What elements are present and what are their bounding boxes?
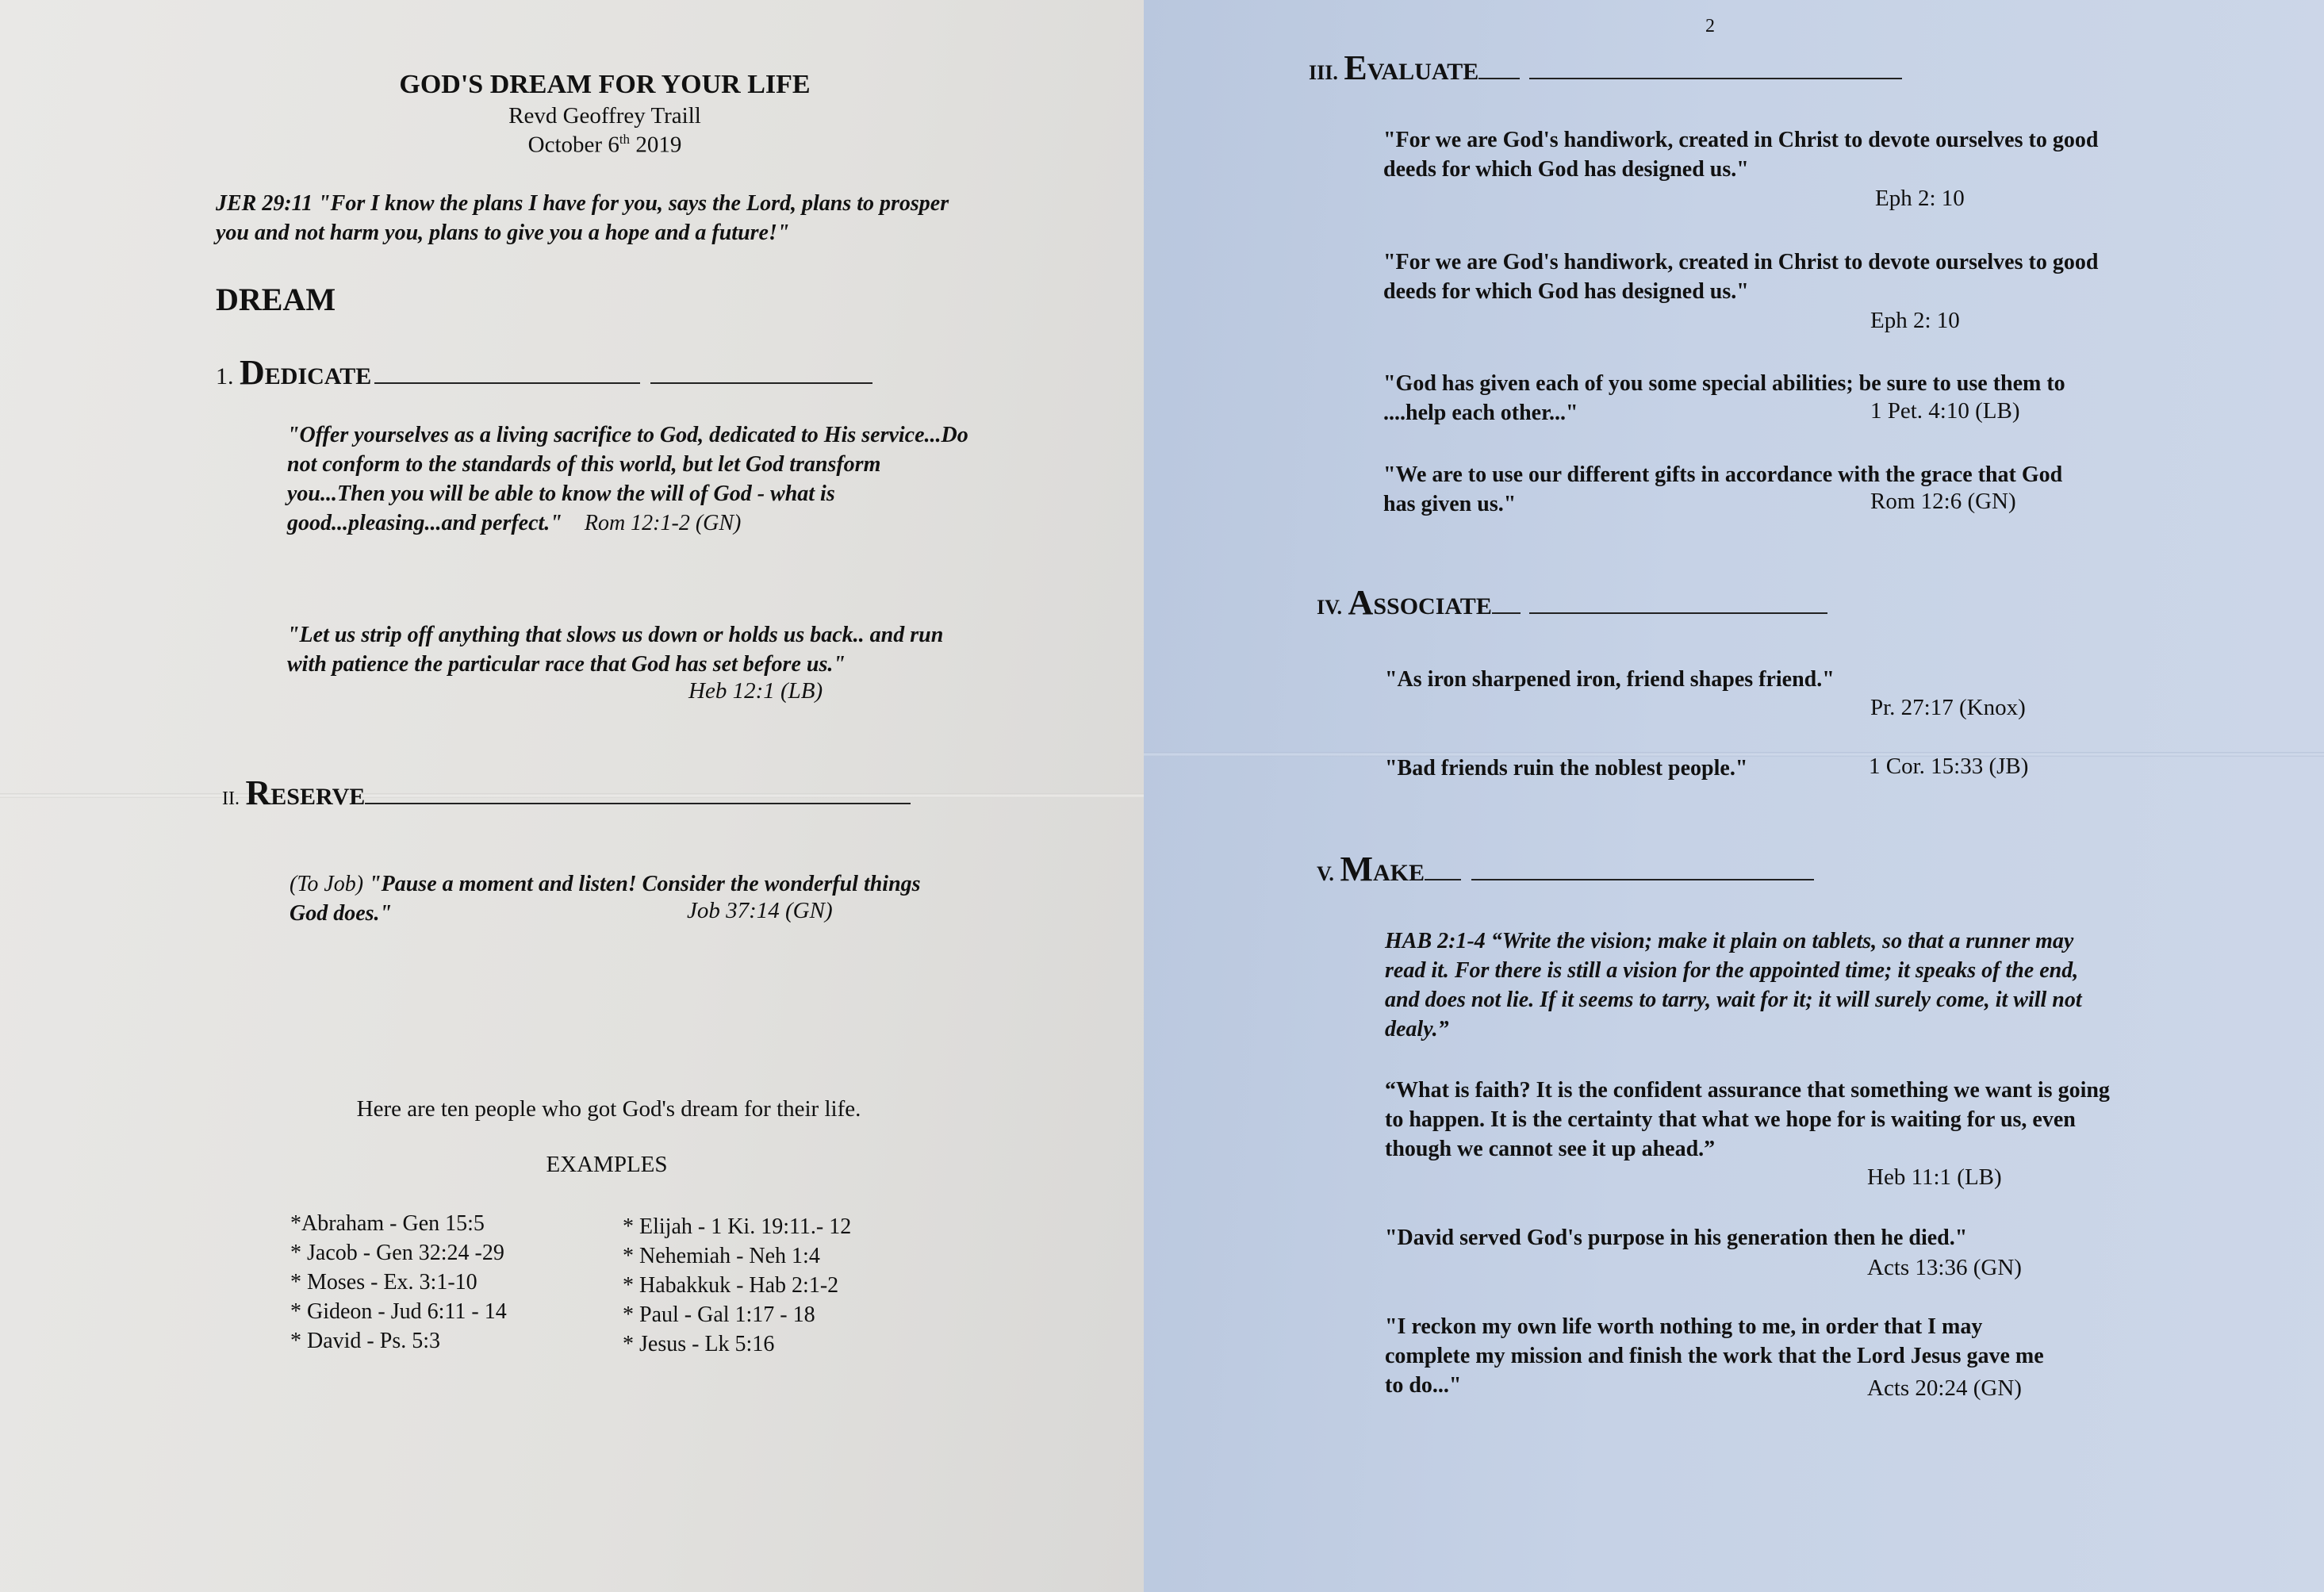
heading-capital: A [1348,583,1374,622]
fill-blank [650,382,872,384]
document-title: GOD'S DREAM FOR YOUR LIFE [399,70,811,99]
examples-title: EXAMPLES [546,1152,668,1177]
heading-rest: AKE [1372,860,1425,886]
quote-acts-13-reference: Acts 13:36 (GN) [1867,1255,2022,1280]
section-make-heading [1317,849,1814,889]
quote-rom [287,420,977,538]
quote-job-reference: Job 37:14 (GN) [687,898,833,923]
quote-text: "God has given each of you some special abilities; be sure to use them to ....help each other..." [1383,371,2065,425]
heading-capital: M [1340,850,1373,888]
section-number: IV. [1317,596,1343,619]
example-item: * Paul - Gal 1:17 - 18 [623,1302,815,1327]
quote-acts-13: "David served God's purpose in his generation then he died." [1385,1226,1968,1250]
section-number: 1. [216,363,234,389]
quote-acts-20-reference: Acts 20:24 (GN) [1867,1375,2022,1401]
quote-rom-6: "We are to use our different gifts in accordance with the grace that God has given us." [1383,462,2063,516]
quote-pet-reference: 1 Pet. 4:10 (LB) [1870,398,2020,424]
date [0,132,1144,159]
heading-rest: EDICATE [264,363,372,389]
example-item: * Jesus - Lk 5:16 [623,1332,775,1356]
quote-hebrews-reference: Heb 11:1 (LB) [1867,1164,2002,1190]
heading-rest: VALUATE [1367,59,1479,85]
page-two [1144,0,2324,1592]
quote-hebrews: “What is faith? It is the confident assurance that something we want is going to happen. It is the certainty that what we hope for is waiting for us, even though we cannot see it up ahead.” [1385,1078,2110,1161]
author: Revd Geoffrey Traill [508,103,701,129]
jer-verse: JER 29:11 "For I know the plans I have for you, says the Lord, plans to prosper you and not harm you, plans to give you a hope and a future!" [216,191,949,245]
fill-blank [1529,612,1827,614]
date-ordinal: th [619,132,631,147]
date-year: 2019 [630,132,682,158]
section-number: III. [1309,61,1338,84]
heading-capital: D [240,353,265,392]
quote-job [290,869,940,928]
example-item: * Jacob - Gen 32:24 -29 [290,1241,504,1265]
examples-right-column [623,1212,851,1359]
quote-corinthians-reference: 1 Cor. 15:33 (JB) [1869,754,2029,779]
quote-proverbs: "As iron sharpened iron, friend shapes friend." [1385,667,1835,692]
fill-blank [1425,879,1461,880]
fill-blank [365,803,911,804]
quote-proverbs-reference: Pr. 27:17 (Knox) [1870,695,2026,720]
section-evaluate-heading [1309,48,1902,88]
quote-habakkuk: HAB 2:1-4 “Write the vision; make it plain on tablets, so that a runner may read it. For there is still a vision for the appointed time; it speaks of the end, and does not lie. If it seems to tarry, wait for it; it will surely come, it will not dealy.” [1385,929,2082,1042]
quote-reference: Rom 12:1-2 (GN) [584,511,742,535]
quote-rom-6-reference: Rom 12:6 (GN) [1870,489,2016,514]
quote-heb: "Let us strip off anything that slows us down or holds us back.. and run with patience the particular race that God has set before us." [287,623,944,677]
section-reserve-heading [222,773,911,813]
quote-eph-1: "For we are God's handiwork, created in Christ to devote ourselves to good deeds for which God has designed us." [1383,128,2099,182]
example-item: * Elijah - 1 Ki. 19:11.- 12 [623,1214,852,1239]
quote-acts-20: "I reckon my own life worth nothing to me, in order that I may complete my mission and finish the work that the Lord Jesus gave me to do..." [1385,1314,2044,1398]
quote-text: "Offer yourselves as a living sacrifice to God, dedicated to His service...Do not conform to the standards of this world, but let God transform you...Then you will be able to know the will of God - what is good...pleasing...and perfect." [287,423,968,535]
example-item: * David - Ps. 5:3 [290,1329,440,1353]
quote-eph-1-reference: Eph 2: 10 [1875,186,1965,211]
heading-capital: E [1344,48,1367,87]
dream-heading: DREAM [216,282,336,317]
example-item: * Gideon - Jud 6:11 - 14 [290,1299,507,1324]
examples-intro: Here are ten people who got God's dream for their life. [356,1096,861,1122]
example-item: * Moses - Ex. 3:1-10 [290,1270,477,1295]
fill-blank [374,382,640,384]
heading-rest: SSOCIATE [1373,593,1492,620]
quote-eph-2-reference: Eph 2: 10 [1870,308,1960,333]
quote-prefix: (To Job) [290,872,364,896]
quote-text: "Pause a moment and listen! Consider the wonderful things God does." [290,872,921,926]
quote-corinthians: "Bad friends ruin the noblest people." [1385,756,1748,781]
fill-blank [1471,879,1814,880]
section-dedicate-heading [216,352,872,393]
section-number: V. [1317,862,1334,885]
fill-blank [1529,78,1902,79]
example-item: *Abraham - Gen 15:5 [290,1211,485,1236]
fill-blank [1478,78,1520,79]
fill-blank [1492,612,1521,614]
page-one [0,0,1144,1592]
heading-capital: R [245,773,271,812]
page-number: 2 [1705,16,1715,36]
examples-left-column [290,1209,507,1356]
quote-heb-reference: Heb 12:1 (LB) [688,678,823,704]
example-item: * Nehemiah - Neh 1:4 [623,1244,820,1268]
section-associate-heading [1317,582,1827,623]
example-item: * Habakkuk - Hab 2:1-2 [623,1273,839,1298]
section-number: II. [222,788,240,809]
date-main: October 6 [527,132,619,158]
quote-eph-2: "For we are God's handiwork, created in Christ to devote ourselves to good deeds for which God has designed us." [1383,250,2099,304]
heading-rest: ESERVE [270,784,366,810]
